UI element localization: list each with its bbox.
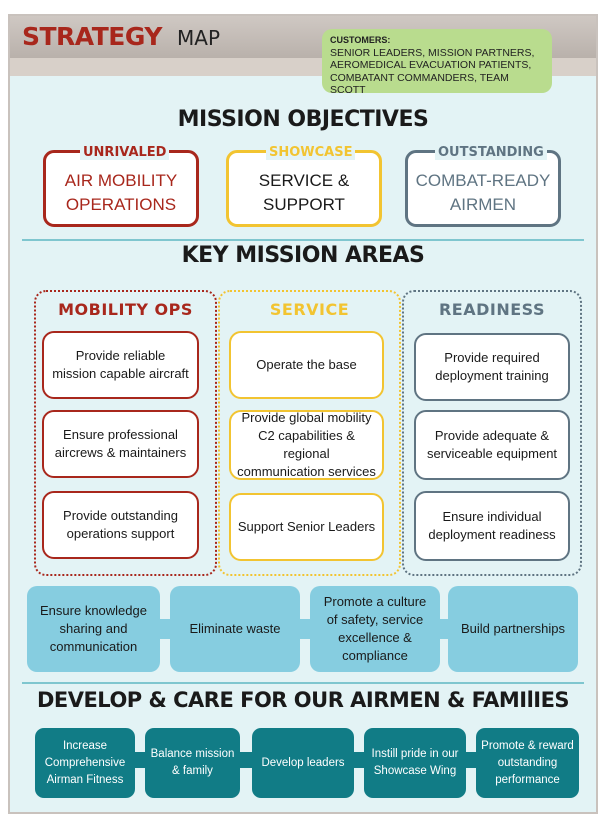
care-step: [145, 728, 240, 798]
area-box: [229, 410, 384, 480]
care-step: [476, 728, 579, 798]
care-step: [252, 728, 354, 798]
process-line: Eliminate waste: [189, 621, 281, 636]
objective-tag-unrivaled: UNRIVALED: [80, 146, 169, 160]
section-divider: [22, 682, 584, 684]
area-line: communication services: [237, 464, 376, 479]
area-line: mission capable aircraft: [52, 366, 189, 381]
customers-line: AEROMEDICAL EVACUATION PATIENTS,: [330, 59, 532, 71]
area-line: Ensure individual: [442, 509, 542, 524]
objective-tag-outstanding: OUTSTANDING: [435, 146, 547, 160]
area-line: Operate the base: [256, 357, 357, 372]
care-step: [364, 728, 466, 798]
area-box: [42, 491, 199, 559]
section-divider: [22, 239, 584, 241]
customers-line: SENIOR LEADERS, MISSION PARTNERS,: [330, 46, 535, 59]
area-line: C2 capabilities & regional: [258, 428, 355, 461]
area-box: [414, 333, 570, 401]
care-line: outstanding: [497, 756, 558, 769]
area-line: Provide adequate &: [434, 428, 550, 443]
area-box: [229, 331, 384, 399]
column-heading-mobility-ops: MOBILITY OPS: [58, 300, 193, 319]
title-map: MAP: [177, 26, 220, 50]
process-line: of safety, service: [326, 612, 424, 627]
customers-box: [322, 29, 552, 96]
care-line: Promote & reward: [481, 739, 574, 752]
objective-line: AIRMEN: [449, 194, 517, 214]
area-line: Support Senior Leaders: [237, 519, 376, 534]
area-box: [414, 410, 570, 480]
area-box: [414, 491, 570, 561]
care-line: Balance mission: [150, 748, 235, 760]
objective-unrivaled: [43, 150, 199, 227]
process-step: [448, 586, 578, 672]
objective-tag-showcase: SHOWCASE: [266, 146, 355, 160]
area-line: aircrews & maintainers: [54, 445, 187, 460]
objective-line: OPERATIONS: [65, 194, 177, 214]
column-heading-readiness: READINESS: [438, 300, 545, 319]
care-step: [35, 728, 135, 798]
process-step: [310, 586, 440, 672]
objective-showcase: [226, 150, 382, 227]
process-line: excellence & compliance: [338, 630, 412, 663]
area-line: Provide global mobility: [241, 410, 372, 425]
care-line: performance: [495, 773, 560, 786]
care-line: Comprehensive: [44, 756, 126, 769]
area-box: [42, 331, 199, 399]
develop-care-title: DEVELOP & CARE FOR OUR AIRMEN & FAMIlIES: [36, 688, 570, 712]
objective-line: SERVICE &: [258, 170, 350, 190]
key-mission-areas-title: KEY MISSION AREAS: [181, 243, 425, 268]
customers-heading: CUSTOMERS:: [330, 35, 391, 45]
area-box: [42, 410, 199, 478]
area-line: serviceable equipment: [426, 446, 558, 461]
process-line: sharing and: [59, 621, 128, 636]
process-step: [170, 586, 300, 672]
mission-objectives-title: MISSION OBJECTIVES: [177, 107, 429, 132]
objective-line: AIR MOBILITY: [64, 170, 178, 190]
care-line: Airman Fitness: [46, 773, 124, 786]
process-line: communication: [49, 639, 138, 654]
care-line: Increase: [62, 739, 108, 752]
care-line: & family: [172, 765, 213, 777]
area-line: Provide reliable: [75, 348, 166, 363]
customers-line: COMBATANT COMMANDERS, TEAM SCOTT: [330, 71, 509, 96]
process-step: [27, 586, 160, 672]
area-line: Provide outstanding: [63, 508, 178, 523]
objective-outstanding: [405, 150, 561, 227]
process-line: Promote a culture: [323, 594, 427, 609]
process-line: Build partnerships: [460, 621, 566, 636]
objective-line: SUPPORT: [263, 194, 345, 214]
area-line: operations support: [66, 526, 175, 541]
title-strategy: STRATEGY: [22, 22, 162, 51]
objective-line: COMBAT-READY: [415, 170, 551, 190]
care-line: Develop leaders: [261, 756, 345, 769]
area-line: deployment training: [435, 368, 549, 383]
column-heading-service: SERVICE: [269, 300, 350, 319]
process-line: Ensure knowledge: [40, 603, 147, 618]
area-box: [229, 493, 384, 561]
area-line: Provide required: [444, 350, 540, 365]
care-line: Instill pride in our: [371, 748, 459, 760]
area-line: deployment readiness: [428, 527, 556, 542]
care-line: Showcase Wing: [373, 765, 457, 777]
area-line: Ensure professional: [63, 427, 178, 442]
